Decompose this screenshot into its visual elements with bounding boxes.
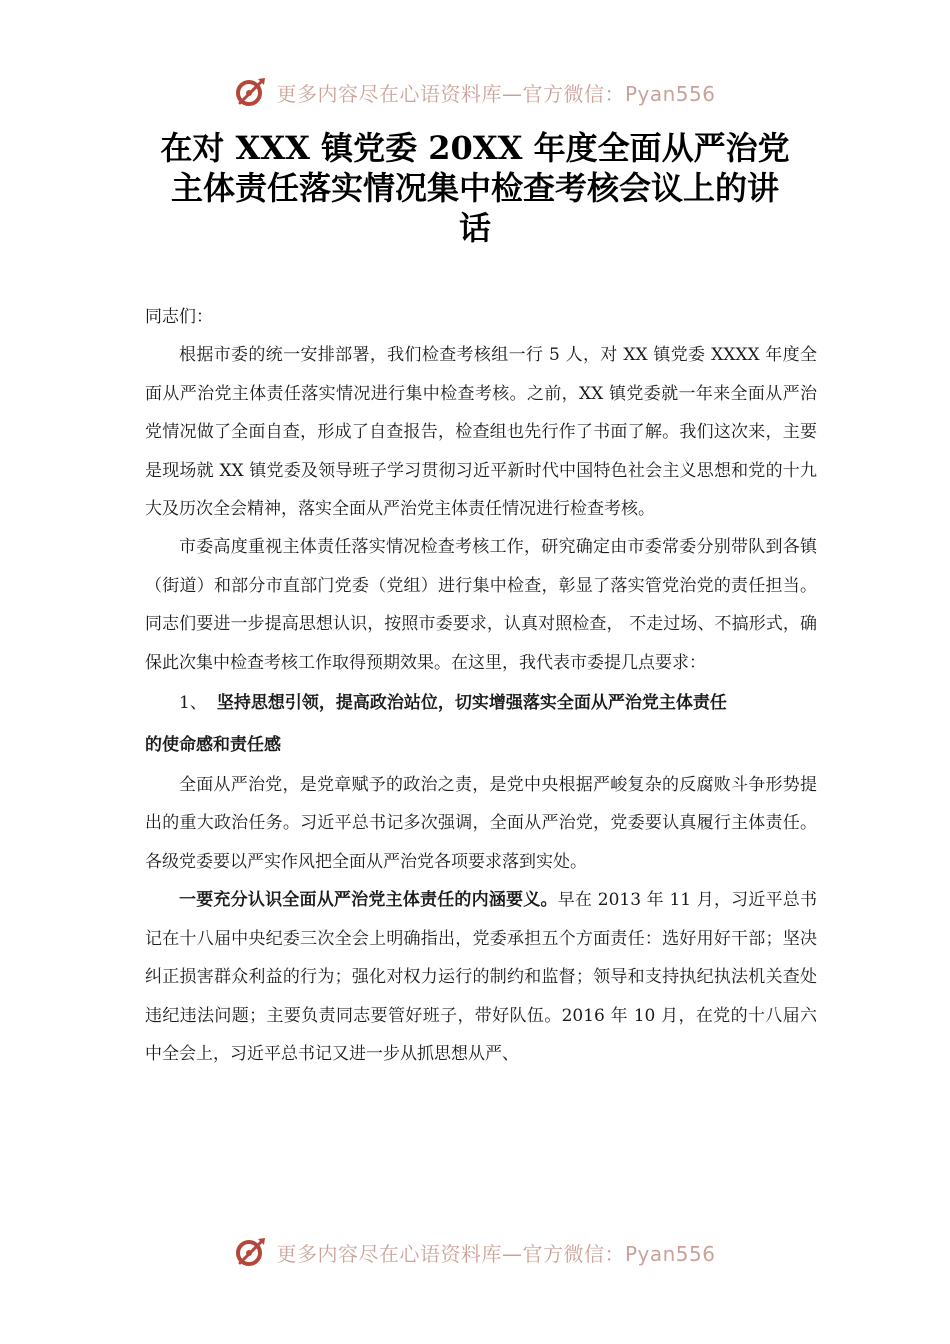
paragraph: 全面从严治党，是党章赋予的政治之责，是党中央根据严峻复杂的反腐败斗争形势提出的重大政治任务。习近平总书记多次强调，全面从严治党，党委要认真履行主体责任。各级党委要以严实作风把全面从严治党各项要求落到实处。 <box>145 775 817 872</box>
section-number: 1、 <box>179 693 207 714</box>
title-line: 在对 XXX 镇党委 20XX 年度全面从严治党 <box>160 129 790 167</box>
section-heading <box>145 682 817 724</box>
brush-logo-icon <box>234 1235 268 1269</box>
watermark-banner-bottom <box>0 1232 950 1272</box>
paragraph-body: 早在 2013 年 11 月，习近平总书记在十八届中央纪委三次全会上明确指出，党委承担五个方面责任：选好用好干部；坚决纠正损害群众利益的行为；强化对权力运行的制约和监督；领导和支持执纪执法机关查处违纪违法问题；主要负责同志要管好班子，带好队伍。2016 年 10 月，在党的十八届六中全会上，习近平总书记又进一步从抓思想从严、 <box>145 890 818 1064</box>
greeting: 同志们： <box>145 307 213 327</box>
watermark-banner-top <box>0 72 950 112</box>
document-title <box>140 128 810 248</box>
title-line: 主体责任落实情况集中检查考核会议上的讲 <box>170 169 779 207</box>
watermark-text: 更多内容尽在心语资料库—官方微信：Pyan556 <box>276 81 716 106</box>
paragraph-lead: 一要充分认识全面从严治党主体责任的内涵要义。 <box>179 890 558 911</box>
paragraph: 根据市委的统一安排部署，我们检查考核组一行 5 人，对 XX 镇党委 XXXX 年度全面从严治党主体责任落实情况进行集中检查考核。之前，XX 镇党委就一年来全面从严治党情况做了全面自查，形成了自查报告，检查组也先行作了书面了解。我们这次来，主要是现场就 XX 镇党委及领导班子学习贯彻习近平新时代中国特色社会主义思想和党的十九大及历次全会精神，落实全面从严治党主体责任情况进行检查考核。 <box>145 345 817 520</box>
section-heading-text: 坚持思想引领，提高政治站位，切实增强落实全面从严治党主体责任 <box>216 693 727 714</box>
brush-logo-icon <box>234 75 268 109</box>
title-line: 话 <box>458 209 491 247</box>
paragraph: 市委高度重视主体责任落实情况检查考核工作，研究确定由市委常委分别带队到各镇（街道）和部分市直部门党委（党组）进行集中检查，彰显了落实管党治党的责任担当。同志们要进一步提高思想认识，按照市委要求，认真对照检查， 不走过场、不搞形式，确保此次集中检查考核工作取得预期效果。在这里，我代表市委提几点要求： <box>145 537 817 673</box>
section-heading-cont: 的使命感和责任感 <box>145 735 281 756</box>
watermark-text: 更多内容尽在心语资料库—官方微信：Pyan556 <box>276 1241 716 1266</box>
paragraph <box>145 881 817 1073</box>
document-body <box>145 298 817 1073</box>
